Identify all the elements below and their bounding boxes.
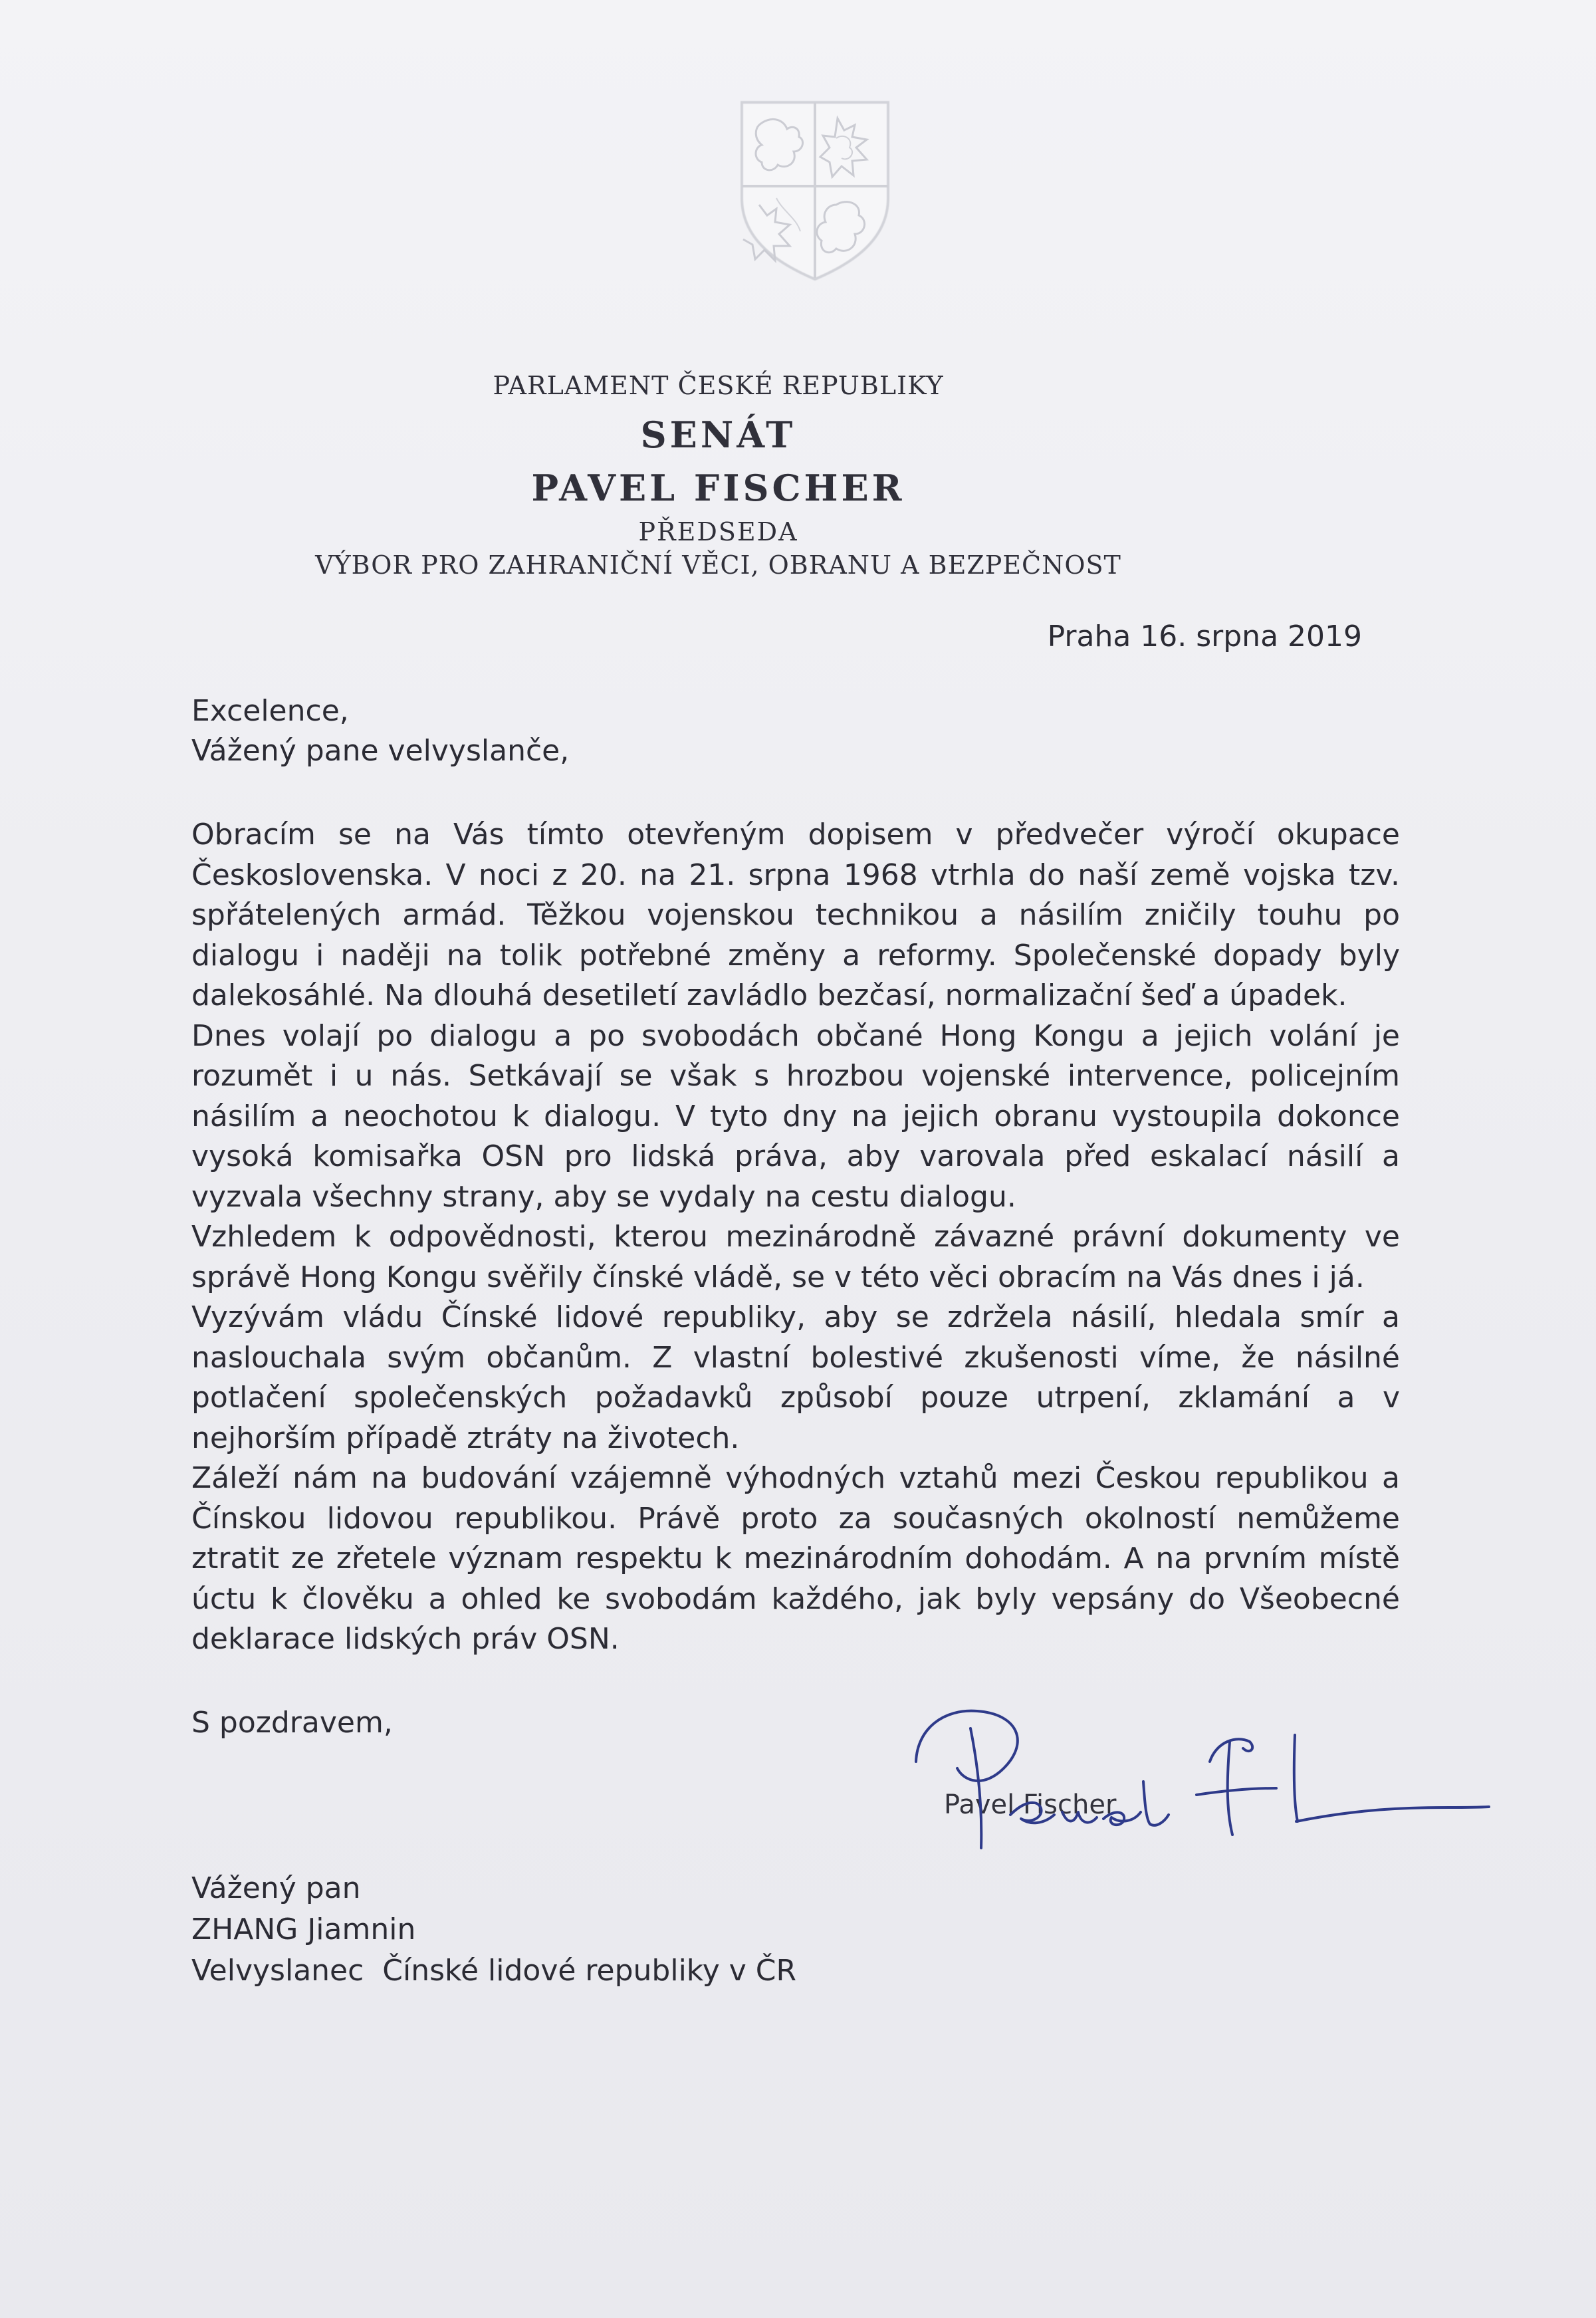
czech-coat-of-arms-icon <box>737 98 893 282</box>
body-paragraph-1: Obracím se na Vás tímto otevřeným dopisem v předvečer výročí okupace Československa. V noci z 20. na 21. srpna 1968 vtrhla do naší země vojska tzv. spřátelených armád. Těžkou vojenskou technikou a násilím zničily touhu po dialogu i naději na tolik potřebné změny a reformy. Společenské dopady byly dalekosáhlé. Na dlouhá desetiletí zavládlo bezčasí, normalizační šeď a úpadek. <box>191 818 1400 1012</box>
letterhead-name: PAVEL FISCHER <box>531 467 905 509</box>
handwritten-signature <box>904 1682 1502 1868</box>
body-paragraph-3: Vzhledem k odpovědnosti, kterou mezinárodně závazné právní dokumenty ve správě Hong Kongu svěřily čínské vládě, se v této věci obracím na Vás dnes i já. <box>191 1220 1400 1294</box>
body-paragraph-4: Vyzývám vládu Čínské lidové republiky, aby se zdržela násilí, hledala smír a naslouchala svým občanům. Z vlastní bolestivé zkušenosti víme, že násilné potlačení společenských požadavků způsobí pouze utrpení, zklamání a v nejhorším případě ztráty na životech. <box>191 1300 1400 1455</box>
addressee-line-1: Vážený pan <box>191 1871 361 1905</box>
letterhead-role: PŘEDSEDA <box>638 517 798 546</box>
addressee-block <box>191 1868 796 1992</box>
addressee-line-3: Velvyslanec Čínské lidové republiky v ČR <box>191 1954 797 1988</box>
signature-printed-name: Pavel Fischer <box>944 1790 1117 1820</box>
closing: S pozdravem, <box>191 1706 393 1740</box>
salutation <box>191 691 569 771</box>
letter-date: Praha 16. srpna 2019 <box>1047 620 1362 653</box>
body-paragraph-5: Záleží nám na budování vzájemně výhodných vztahů mezi Českou republikou a Čínskou lidovou republikou. Právě proto za současných okolností nemůžeme ztratit ze zřetele význam respektu k mezinárodním dohodám. A na prvním místě úctu k člověku a ohled ke svobodám každého, jak byly vepsány do Všeobecné deklarace lidských práv OSN. <box>191 1461 1400 1656</box>
letterhead-parliament: PARLAMENT ČESKÉ REPUBLIKY <box>493 371 944 400</box>
salutation-line-2: Vážený pane velvyslanče, <box>191 734 570 768</box>
letter-body <box>191 815 1400 1660</box>
addressee-line-2: ZHANG Jiamnin <box>191 1912 416 1946</box>
letterhead-senate: SENÁT <box>640 413 796 456</box>
letterhead-committee: VÝBOR PRO ZAHRANIČNÍ VĚCI, OBRANU A BEZPEČNOST <box>315 550 1121 580</box>
body-paragraph-2: Dnes volají po dialogu a po svobodách občané Hong Kongu a jejich volání je rozumět i u nás. Setkávají se však s hrozbou vojenské intervence, policejním násilím a neochotou k dialogu. V tyto dny na jejich obranu vystoupila dokonce vysoká komisařka OSN pro lidská práva, aby varovala před eskalací násilí a vyzvala všechny strany, aby se vydaly na cestu dialogu. <box>191 1018 1400 1214</box>
salutation-line-1: Excelence, <box>191 694 349 728</box>
